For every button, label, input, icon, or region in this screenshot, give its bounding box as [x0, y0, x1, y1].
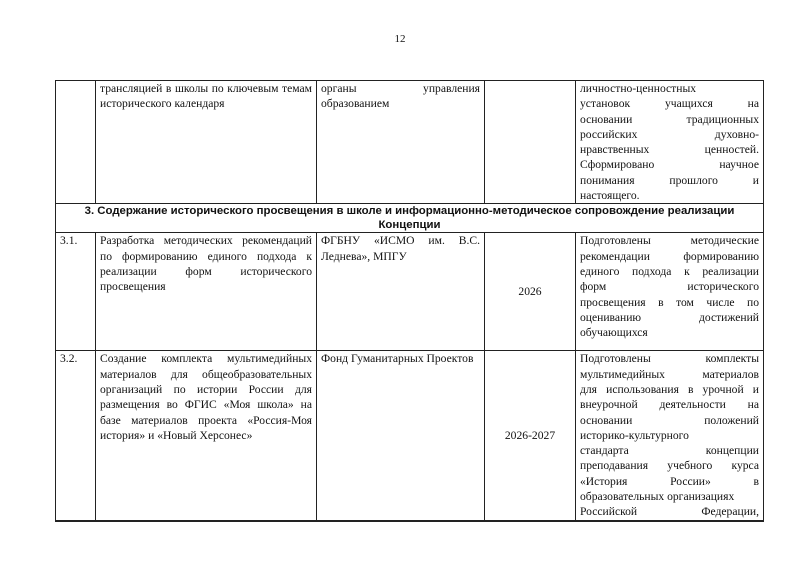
- result-line: Подготовлены методические: [580, 234, 759, 248]
- result-line: единого подхода к реализации: [580, 264, 759, 278]
- result-line: преподавания учебного курса: [580, 459, 759, 473]
- cell-number: [56, 81, 96, 204]
- table-row-3-1: [56, 233, 764, 351]
- result-line: стандарта концепции: [580, 444, 759, 458]
- cell-activity: трансляцией в школы по ключевым темам исторического календаря: [96, 81, 317, 204]
- result-line: Российской Федерации,: [580, 505, 759, 519]
- result-line: нравственных ценностей.: [580, 143, 759, 157]
- result-line: рекомендации формированию: [580, 249, 759, 263]
- result-line: образовательных организациях: [580, 490, 735, 504]
- result-line: настоящего.: [580, 189, 640, 203]
- cell-responsible: органы управления образованием: [317, 81, 485, 204]
- page-number: 12: [394, 33, 406, 45]
- cell-term: 2026-2027: [485, 351, 576, 521]
- result-line: форм исторического: [580, 280, 759, 294]
- cell-activity: Создание комплекта мультимедийных материалов для общеобразовательных организаций по истории России для размещения во ФГИС «Моя школа» на базе материалов проекта «Россия-Моя история» и «Новый Херсонес»: [96, 351, 317, 521]
- cell-activity: Разработка методических рекомендаций по формированию единого подхода к реализации форм исторического просвещения: [96, 233, 317, 351]
- result-line: обучающихся: [580, 326, 648, 340]
- result-line: историко-культурного: [580, 428, 689, 442]
- result-line: личностно-ценностных: [580, 82, 697, 95]
- result-line: «История России» в: [580, 474, 759, 488]
- result-line: российских духовно-: [580, 127, 759, 141]
- result-line: установок учащихся на: [580, 97, 759, 111]
- result-line: просвещения в том числе по: [580, 295, 759, 309]
- result-line: Подготовлены комплекты: [580, 352, 759, 366]
- cell-result: [576, 351, 764, 521]
- cell-responsible: Фонд Гуманитарных Проектов: [317, 351, 485, 521]
- cell-term: [485, 81, 576, 204]
- cell-result: [576, 233, 764, 351]
- result-line: оцениванию достижений: [580, 310, 759, 324]
- result-line: Сформировано научное: [580, 158, 759, 172]
- result-line: понимания прошлого и: [580, 173, 759, 187]
- cell-term: 2026: [485, 233, 576, 351]
- result-line: для использования в урочной и: [580, 382, 759, 396]
- result-line: основании традиционных: [580, 112, 759, 126]
- section-heading: 3. Содержание исторического просвещения в школе и информационно-методическое сопровождение реализации Концепции: [56, 204, 764, 233]
- table-row-3-2: [56, 351, 764, 521]
- result-line: мультимедийных материалов: [580, 367, 759, 381]
- cell-number: 3.1.: [56, 233, 96, 351]
- cell-responsible: ФГБНУ «ИСМО им. В.С. Леднева», МПГУ: [317, 233, 485, 351]
- table-row-section: [56, 204, 764, 233]
- action-plan-table: [55, 80, 764, 522]
- result-line: внеурочной деятельности на: [580, 398, 759, 412]
- cell-result: [576, 81, 764, 204]
- table-row-continuation: [56, 81, 764, 204]
- result-line: основании положений: [580, 413, 759, 427]
- cell-number: 3.2.: [56, 351, 96, 521]
